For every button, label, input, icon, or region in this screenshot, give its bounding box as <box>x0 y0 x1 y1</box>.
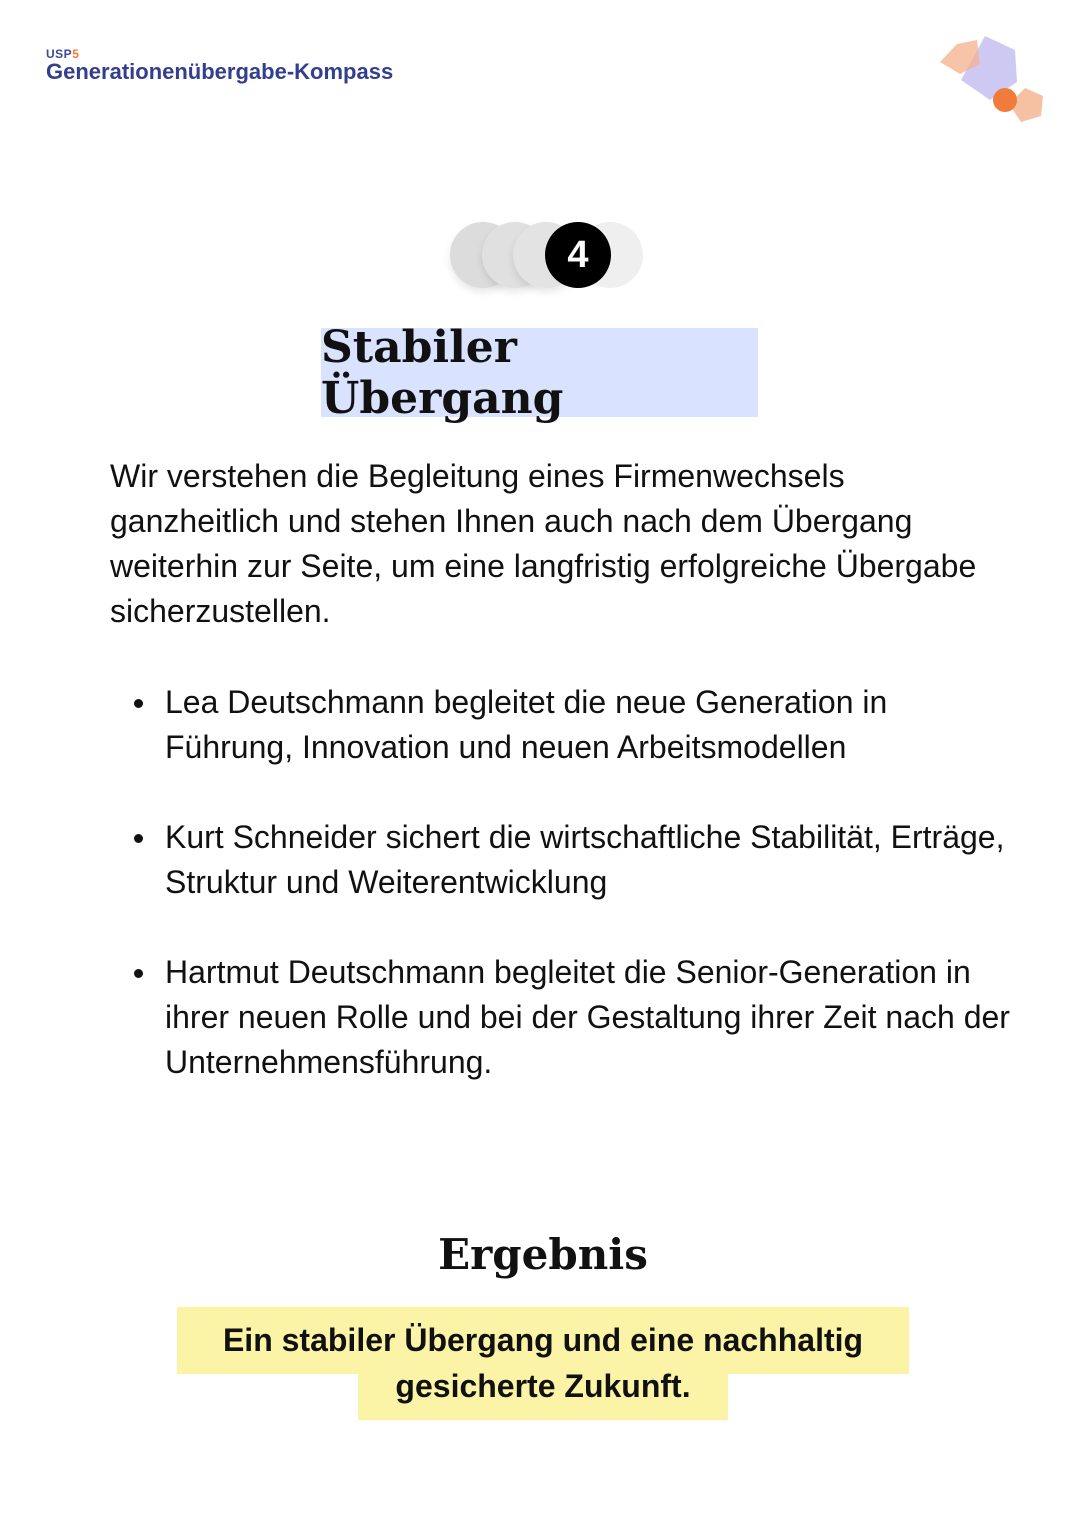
bullet-list <box>110 680 1010 1130</box>
intro-paragraph: Wir verstehen die Begleitung eines Firmenwechsels ganzheitlich und stehen Ihnen auch nach dem Übergang weiterhin zur Seite, um eine langfristig erfolgreiche Übergabe sicherzustellen. <box>110 458 977 629</box>
bullet-item: Lea Deutschmann begleitet die neue Generation in Führung, Innovation und neuen Arbeitsmodellen <box>110 680 1010 770</box>
bullet-item: Kurt Schneider sichert die wirtschaftliche Stabilität, Erträge, Struktur und Weiterentwicklung <box>110 815 1010 905</box>
pentagon-logo-icon <box>935 30 1050 130</box>
section-title: Stabiler Übergang <box>321 321 564 424</box>
bullet-dot-icon <box>134 699 143 708</box>
result-text: Ein stabiler Übergang und eine nachhaltig gesicherte Zukunft. <box>222 1322 864 1404</box>
bullet-item: Hartmut Deutschmann begleitet die Senior-Generation in ihrer neuen Rolle und bei der Gestaltung ihrer Zeit nach der Unternehmensführung. <box>110 950 1010 1085</box>
section-title-box <box>321 321 758 424</box>
bullet-dot-icon <box>134 834 143 843</box>
result-heading: Ergebnis <box>438 1230 648 1279</box>
step-active-number: 4 <box>545 222 611 288</box>
bullet-dot-icon <box>134 969 143 978</box>
step-indicator <box>450 222 650 292</box>
brand-title: Generationenübergabe-Kompass <box>46 59 394 84</box>
brand-usp-label: USP5 <box>46 47 80 61</box>
brand-header <box>46 48 393 84</box>
